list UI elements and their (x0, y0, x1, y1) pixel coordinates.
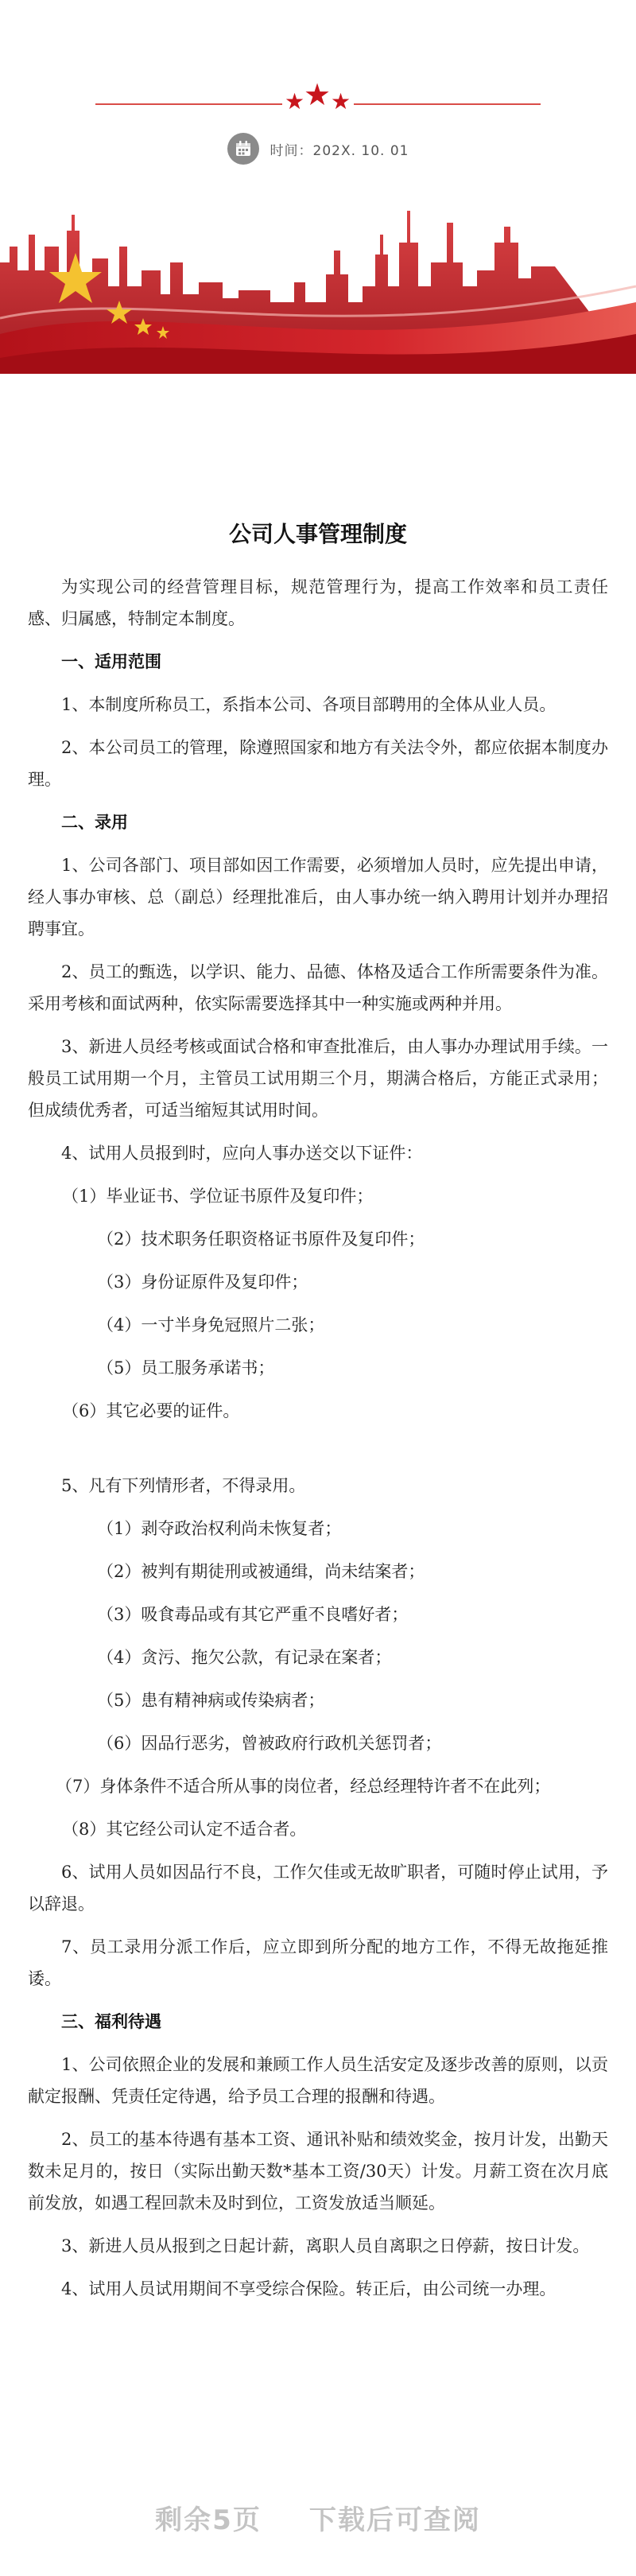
intro-paragraph: 为实现公司的经营管理目标，规范管理行为，提高工作效率和员工责任感、归属感，特制定本制度。 (28, 577, 608, 628)
star-icon: ★ (304, 77, 332, 112)
header-banner (0, 0, 636, 374)
city-skyline-banner (0, 199, 636, 374)
list-item: （7）身体条件不适合所从事的岗位者，经总经理特许者不在此列； (56, 1777, 551, 1796)
list-item: （1）剥夺政治权利尚未恢复者； (97, 1519, 342, 1538)
list-item: （5）患有精神病或传染病者； (97, 1691, 325, 1710)
paragraph: 4、试用人员报到时，应向人事办送交以下证件： (61, 1144, 423, 1163)
document-body (0, 517, 636, 2316)
download-to-view-text[interactable]: 下载后可查阅 (308, 2504, 481, 2536)
paragraph: 7、员工录用分派工作后，应立即到所分配的地方工作，不得无故拖延推诿。 (28, 1937, 608, 1988)
divider-line-left (95, 103, 282, 105)
list-item: （4）贪污、拖欠公款，有记录在案者； (97, 1648, 392, 1667)
calendar-icon (227, 133, 259, 165)
section-heading-benefits: 三、福利待遇 (61, 2012, 161, 2031)
divider-line-right (354, 103, 541, 105)
paragraph: 2、员工的甄选，以学识、能力、品德、体格及适合工作所需要条件为准。采用考核和面试两种，依实际需要选择其中一种实施或两种并用。 (28, 962, 608, 1013)
paragraph: 3、新进人员经考核或面试合格和审查批准后，由人事办办理试用手续。一般员工试用期一个月，主管员工试用期三个月，期满合格后，方能正式录用；但成绩优秀者，可适当缩短其试用时间。 (28, 1037, 608, 1120)
date-row (0, 131, 636, 166)
paragraph: 1、公司各部门、项目部如因工作需要，必须增加人员时，应先提出申请，经人事办审核、总（副总）经理批准后，由人事办统一纳入聘用计划并办理招聘事宜。 (28, 856, 608, 938)
star-icon: ★ (285, 88, 305, 115)
paragraph: 4、试用人员试用期间不享受综合保险。转正后，由公司统一办理。 (61, 2279, 556, 2298)
paragraph: 1、本制度所称员工，系指本公司、各项目部聘用的全体从业人员。 (61, 695, 556, 714)
publish-date: 时间：202X. 10. 01 (270, 142, 409, 159)
list-item: （3）身份证原件及复印件； (97, 1272, 308, 1292)
list-item: （6）其它必要的证件。 (62, 1401, 240, 1420)
list-item: （8）其它经公司认定不适合者。 (62, 1820, 307, 1839)
list-item: （6）因品行恶劣，曾被政府行政机关惩罚者； (97, 1734, 442, 1753)
paragraph: 3、新进人员从报到之日起计薪，离职人员自离职之日停薪，按日计发。 (61, 2236, 590, 2255)
paragraph: 6、试用人员如因品行不良，工作欠佳或无故旷职者，可随时停止试用，予以辞退。 (28, 1863, 608, 1914)
list-item: （3）吸食毒品或有其它严重不良嗜好者； (97, 1605, 409, 1624)
spacer (0, 1438, 636, 1470)
list-item: （4）一寸半身免冠照片二张； (97, 1315, 325, 1335)
list-item: （5）员工服务承诺书； (97, 1358, 275, 1377)
section-heading-hiring: 二、录用 (61, 813, 128, 832)
paragraph: 1、公司依照企业的发展和兼顾工作人员生活安定及逐步改善的原则，以贡献定报酬、凭责任定待遇，给予员工合理的报酬和待遇。 (28, 2055, 608, 2106)
list-item: （1）毕业证书、学位证书原件及复印件； (62, 1187, 374, 1206)
paragraph: 2、员工的基本待遇有基本工资、通讯补贴和绩效奖金，按月计发，出勤天数未足月的，按日（实际出勤天数*基本工资/30天）计发。月薪工资在次月底前发放，如遇工程回款未及时到位，工资发放适当顺延。 (28, 2130, 608, 2213)
paragraph: 5、凡有下列情形者，不得录用。 (61, 1476, 306, 1495)
download-prompt[interactable] (0, 2485, 636, 2549)
document-title: 公司人事管理制度 (228, 521, 407, 547)
section-heading-scope: 一、适用范围 (61, 652, 161, 671)
paragraph: 2、本公司员工的管理，除遵照国家和地方有关法令外，都应依据本制度办理。 (28, 738, 608, 789)
star-icon: ★ (331, 88, 351, 115)
list-item: （2）被判有期徒刑或被通缉，尚未结案者； (97, 1562, 425, 1581)
list-item: （2）技术职务任职资格证书原件及复印件； (97, 1230, 425, 1249)
remaining-pages-text[interactable]: 剩余5页 (155, 2504, 262, 2536)
